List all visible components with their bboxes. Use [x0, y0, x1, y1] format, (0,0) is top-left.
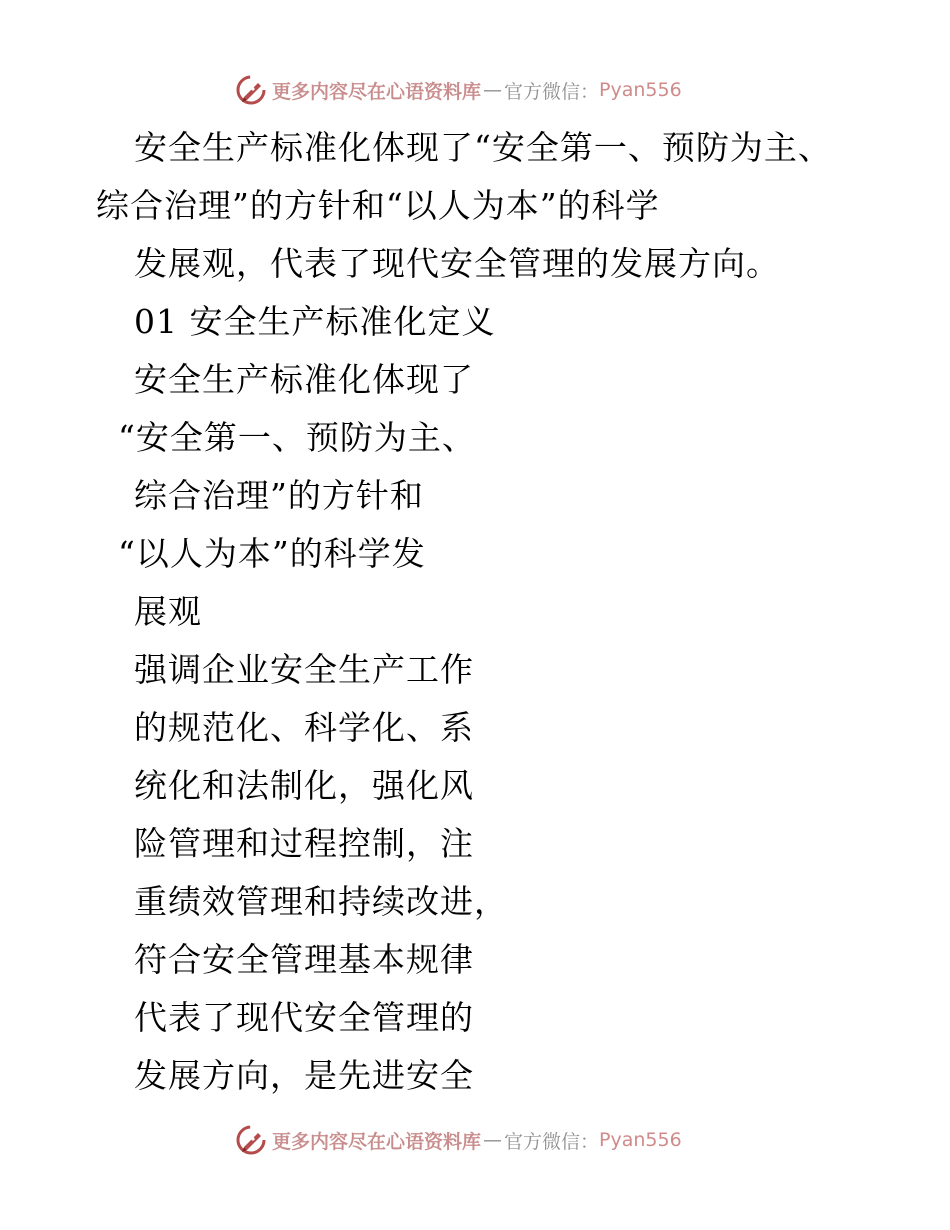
watermark-wechat-id: Pyan556 [599, 1129, 682, 1151]
watermark-text: 更多内容尽在心语资料库 [272, 80, 482, 103]
body-line-14: 重绩效管理和持续改进， [134, 882, 508, 921]
body-line-15: 符合安全管理基本规律 [134, 940, 474, 979]
body-line-1: 安全生产标准化体现了“安全第一、预防为主、 [134, 128, 832, 167]
body-line-10: 强调企业安全生产工作 [134, 650, 474, 689]
watermark-wechat-id: Pyan556 [599, 79, 682, 101]
body-line-13: 险管理和过程控制，注 [134, 824, 474, 863]
footer-watermark [234, 1122, 682, 1158]
body-line-7: 综合治理”的方针和 [134, 476, 424, 515]
body-line-3: 发展观，代表了现代安全管理的发展方向。 [134, 244, 780, 283]
header-watermark [234, 72, 682, 108]
section-heading: 01 安全生产标准化定义 [134, 302, 496, 341]
body-line-8: “以人为本”的科学发 [118, 534, 426, 573]
pen-circle-logo-icon [234, 73, 268, 107]
watermark-official-label: 官方微信： [504, 1130, 600, 1153]
body-line-9: 展观 [134, 592, 202, 631]
body-line-11: 的规范化、科学化、系 [134, 708, 474, 747]
pen-circle-logo-icon [234, 1123, 268, 1157]
watermark-official-label: 官方微信： [504, 80, 600, 103]
watermark-dash: — [483, 79, 503, 101]
body-line-16: 代表了现代安全管理的 [134, 998, 474, 1037]
body-line-2: 综合治理”的方针和“以人为本”的科学 [96, 186, 660, 225]
body-line-17: 发展方向，是先进安全 [134, 1056, 474, 1095]
body-line-6: “安全第一、预防为主、 [118, 418, 476, 457]
body-line-12: 统化和法制化，强化风 [134, 766, 474, 805]
body-line-5: 安全生产标准化体现了 [134, 360, 474, 399]
watermark-text: 更多内容尽在心语资料库 [272, 1130, 482, 1153]
watermark-dash: — [483, 1129, 503, 1151]
